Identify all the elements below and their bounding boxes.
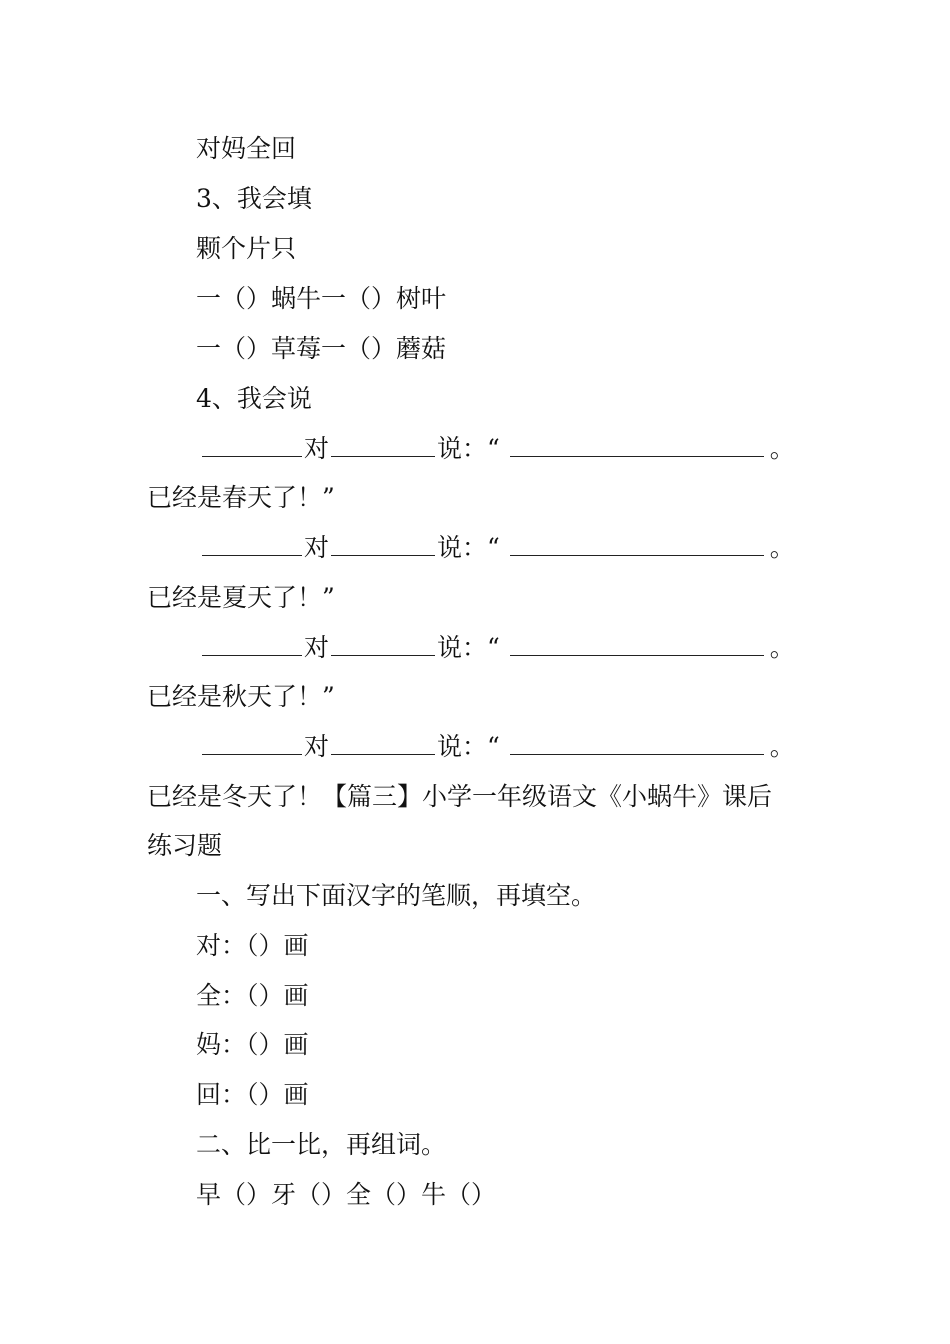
dui-label: 对: [304, 434, 330, 463]
blank-speaker: [202, 438, 302, 457]
fill-blank-line: 一（）草莓一（）蘑菇: [196, 334, 447, 363]
period-mark: 。: [769, 633, 795, 662]
word-group-line: 早（）牙（）全（）牛（）: [196, 1180, 497, 1209]
section-heading-2: 二、比一比，再组词。: [196, 1130, 447, 1159]
stroke-count-line: 全：（）画: [196, 981, 309, 1010]
text-line: 已经是春天了！”: [147, 483, 335, 512]
speech-blank-line: [196, 531, 866, 565]
section-heading-3: 3、我会填: [196, 184, 312, 213]
blank-speech: [510, 537, 764, 556]
speech-blank-line: [196, 730, 866, 764]
text-line: 对妈全回: [196, 134, 297, 163]
shuo-label: 说：“: [437, 633, 500, 662]
shuo-label: 说：“: [437, 434, 500, 463]
blank-speaker: [202, 736, 302, 755]
text-line: 已经是夏天了！”: [147, 583, 335, 612]
stroke-count-line: 妈：（）画: [196, 1030, 309, 1059]
blank-listener: [331, 438, 435, 457]
blank-speech: [510, 736, 764, 755]
text-line: 练习题: [147, 831, 223, 860]
blank-speaker: [202, 537, 302, 556]
period-mark: 。: [769, 732, 795, 761]
speech-blank-line: [196, 432, 866, 466]
stroke-count-line: 对：（）画: [196, 931, 309, 960]
shuo-label: 说：“: [437, 732, 500, 761]
speech-blank-line: [196, 631, 866, 665]
blank-speech: [510, 438, 764, 457]
text-line: 已经是冬天了！【篇三】小学一年级语文《小蜗牛》课后: [147, 782, 773, 811]
blank-speech: [510, 637, 764, 656]
blank-listener: [331, 736, 435, 755]
text-line: 颗个片只: [196, 234, 297, 263]
blank-listener: [331, 637, 435, 656]
stroke-count-line: 回：（）画: [196, 1080, 309, 1109]
dui-label: 对: [304, 633, 330, 662]
period-mark: 。: [769, 434, 795, 463]
dui-label: 对: [304, 533, 330, 562]
shuo-label: 说：“: [437, 533, 500, 562]
blank-speaker: [202, 637, 302, 656]
dui-label: 对: [304, 732, 330, 761]
section-heading-1: 一、写出下面汉字的笔顺，再填空。: [196, 881, 597, 910]
period-mark: 。: [769, 533, 795, 562]
section-heading-4: 4、我会说: [196, 384, 312, 413]
blank-listener: [331, 537, 435, 556]
text-line: 已经是秋天了！”: [147, 682, 335, 711]
fill-blank-line: 一（）蜗牛一（）树叶: [196, 284, 447, 313]
